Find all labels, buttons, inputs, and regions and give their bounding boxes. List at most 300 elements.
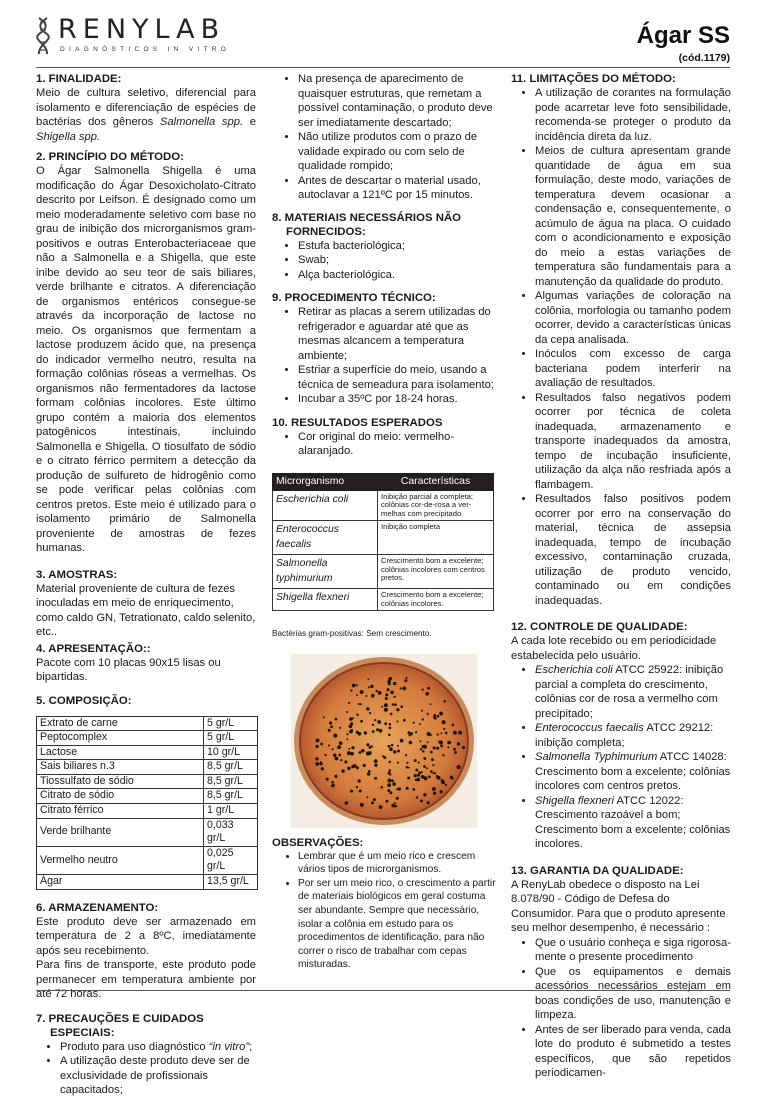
colony-dot bbox=[430, 750, 433, 753]
list-item: • Cor original do meio: vermelho-alaranjado. bbox=[298, 430, 496, 459]
colony-dot bbox=[333, 733, 337, 737]
colony-dot bbox=[377, 720, 381, 724]
top-divider bbox=[36, 67, 730, 68]
colony-dot bbox=[412, 788, 415, 791]
colony-dot bbox=[407, 776, 410, 779]
colony-dot bbox=[391, 804, 394, 807]
colony-dot bbox=[330, 725, 333, 728]
colony-dot bbox=[410, 732, 413, 735]
colony-dot bbox=[417, 773, 420, 776]
list-item: • Antes de descartar o material usado, autoclavar a 121ºC por 15 minutos. bbox=[298, 174, 496, 203]
colony-dot bbox=[436, 746, 439, 749]
colony-dot bbox=[385, 697, 388, 700]
list-item: • Que os equipamentos e demais acessórios necessários estejam em boas condições de uso, manutenção e limpeza. bbox=[535, 965, 731, 1023]
colony-dot bbox=[385, 800, 387, 802]
list-item: • Que o usuário conheça e siga rigorosamente o presente procedimento bbox=[535, 936, 731, 965]
colony-dot bbox=[422, 718, 424, 720]
table-row: Citrato de sódio 8,5 gr/L bbox=[37, 789, 258, 804]
colony-dot bbox=[447, 746, 449, 748]
colony-dot bbox=[328, 744, 330, 746]
colony-dot bbox=[350, 751, 354, 755]
colony-dot bbox=[420, 748, 422, 750]
colony-dot bbox=[437, 733, 439, 735]
colony-dot bbox=[331, 784, 334, 787]
colony-dot bbox=[358, 751, 361, 754]
colony-dot bbox=[427, 741, 429, 743]
colony-dot bbox=[368, 678, 370, 680]
colony-dot bbox=[440, 744, 443, 747]
table-row: Extrato de carne 5 gr/L bbox=[37, 716, 258, 731]
colony-dot bbox=[397, 749, 400, 752]
colony-dot bbox=[389, 747, 393, 751]
colony-dot bbox=[347, 751, 351, 755]
colony-dot bbox=[430, 770, 433, 773]
list-item: • Estufa bacteriológica; bbox=[298, 239, 496, 254]
colony-dot bbox=[351, 728, 353, 730]
colony-dot bbox=[335, 756, 339, 760]
column-right bbox=[511, 72, 731, 1081]
colony-dot bbox=[391, 779, 394, 782]
colony-dot bbox=[339, 741, 343, 745]
column-left bbox=[36, 72, 256, 1098]
colony-dot bbox=[434, 717, 436, 719]
colony-dot bbox=[369, 712, 371, 714]
colony-dot bbox=[366, 707, 369, 710]
apresentacao-text: Pacote com 10 placas 90x15 lisas ou bipartidas. bbox=[36, 656, 221, 683]
colony-dot bbox=[349, 724, 353, 728]
colony-dot bbox=[445, 783, 447, 785]
table-row: Tiossulfato de sódio 8,5 gr/L bbox=[37, 774, 258, 789]
colony-dot bbox=[441, 780, 445, 784]
column-middle bbox=[272, 72, 496, 972]
list-item: • Salmonella Typhimurium ATCC 14028: Crescimento bom a excelente; colônias incolores com centros pretos. bbox=[535, 750, 731, 794]
colony-dot bbox=[382, 755, 384, 757]
colony-dot bbox=[406, 765, 409, 768]
colony-dot bbox=[351, 764, 355, 768]
list-item: • Lembrar que é um meio rico e crescem vários tipos de microrganismos. bbox=[298, 850, 496, 877]
table-row: Salmonella typhimurium Crescimento bom a excelente; colônias incolores com centros pretos. bbox=[273, 555, 494, 589]
colony-dot bbox=[397, 745, 399, 747]
colony-dot bbox=[449, 741, 451, 743]
colony-dot bbox=[440, 732, 442, 734]
colony-dot bbox=[398, 787, 401, 790]
colony-dot bbox=[433, 746, 436, 749]
colony-dot bbox=[338, 753, 341, 756]
colony-dot bbox=[427, 801, 430, 804]
colony-dot bbox=[360, 703, 362, 705]
colony-dot bbox=[374, 719, 376, 721]
colony-dot bbox=[347, 766, 351, 770]
colony-dot bbox=[352, 717, 354, 719]
colony-dot bbox=[374, 776, 377, 779]
table-row: Lactose 10 gr/L bbox=[37, 745, 258, 760]
colony-dot bbox=[372, 723, 374, 725]
colony-dot bbox=[360, 802, 364, 806]
section-title-materiais: 8. MATERIAIS NECESSÁRIOS NÃO bbox=[272, 211, 462, 224]
colony-dot bbox=[415, 778, 417, 780]
brand-subtitle: DIAGNÓSTICOS IN VITRO bbox=[60, 46, 231, 53]
resultados-list bbox=[272, 430, 496, 459]
colony-dot bbox=[388, 744, 391, 747]
colony-dot bbox=[393, 681, 396, 684]
finalidade-text: Meio de cultura seletivo, diferencial para isolamento e diferenciação de espécies de bactérias dos gêneros Salmonella spp. e Shigella spp. bbox=[36, 87, 256, 143]
agar-plate-image bbox=[291, 654, 477, 828]
section-title-precaucoes-2: ESPECIAIS: bbox=[50, 1026, 115, 1039]
colony-dot bbox=[413, 721, 415, 723]
colony-dot bbox=[400, 705, 403, 708]
results-table bbox=[272, 473, 494, 612]
list-item: • Alça bacteriológica. bbox=[298, 268, 496, 283]
colony-dot bbox=[421, 771, 423, 773]
list-item: • Antes de ser liberado para venda, cada lote do produto é submetido a testes específicos, que são repetidos periodicamen- bbox=[535, 1023, 731, 1081]
colony-dot bbox=[457, 742, 460, 745]
composition-table bbox=[36, 716, 258, 890]
amostras-text: Material proveniente de cultura de fezes inoculadas em meio de enriquecimento, como caldo GN, Tetrationato, caldo selenito, etc.. bbox=[36, 582, 256, 638]
colony-dot bbox=[396, 788, 398, 790]
colony-dot bbox=[359, 789, 362, 792]
colony-dot bbox=[389, 726, 392, 729]
colony-dot bbox=[431, 758, 434, 761]
colony-dot bbox=[370, 684, 373, 687]
colony-dot bbox=[432, 764, 434, 766]
product-code: (cód.1179) bbox=[678, 52, 730, 64]
colony-dot bbox=[388, 778, 392, 782]
colony-dot bbox=[356, 694, 358, 696]
colony-dot bbox=[361, 749, 365, 753]
colony-dot bbox=[374, 763, 377, 766]
colony-dot bbox=[373, 798, 376, 801]
colony-dot bbox=[437, 714, 440, 717]
colony-dot bbox=[388, 771, 391, 774]
colony-dot bbox=[418, 771, 421, 774]
colony-dot bbox=[351, 746, 354, 749]
colony-dot bbox=[368, 751, 372, 755]
colony-dot bbox=[416, 796, 418, 798]
colony-dot bbox=[443, 727, 445, 729]
colony-dot bbox=[335, 717, 338, 720]
colony-dot bbox=[408, 766, 410, 768]
colony-dot bbox=[346, 711, 348, 713]
colony-dot bbox=[358, 732, 362, 736]
colony-dot bbox=[442, 754, 444, 756]
table-row: Sais biliares n.3 8,5 gr/L bbox=[37, 760, 258, 775]
colony-dot bbox=[369, 746, 371, 748]
colony-dot bbox=[425, 692, 429, 696]
procedimento-list bbox=[272, 305, 496, 407]
colony-dot bbox=[390, 712, 393, 715]
section-title-precaucoes: 7. PRECAUÇÕES E CUIDADOS bbox=[36, 1012, 204, 1025]
colony-dot bbox=[339, 726, 341, 728]
colony-dot bbox=[423, 765, 426, 768]
colony-dot bbox=[439, 740, 443, 744]
renylab-logo bbox=[36, 16, 276, 56]
colony-dot bbox=[315, 762, 319, 766]
colony-dot bbox=[462, 746, 465, 749]
table-row: Enterococcus faecalis Inibição completa bbox=[273, 521, 494, 555]
colony-dot bbox=[388, 677, 391, 680]
table-caption: Bactérias gram-positivas: Sem crescimento. bbox=[272, 629, 432, 639]
table-row: Vermelho neutro 0,025 gr/L bbox=[37, 846, 258, 874]
colony-dot bbox=[331, 780, 334, 783]
list-item: • Produto para uso diagnóstico “in vitro”; bbox=[60, 1040, 256, 1055]
table-header-microrganismo: Microrganismo bbox=[273, 473, 378, 491]
section-title-garantia: 13. GARANTIA DA QUALIDADE: bbox=[511, 864, 684, 877]
brand-name: RENYLAB bbox=[58, 14, 226, 45]
table-row: Peptocomplex 5 gr/L bbox=[37, 731, 258, 746]
table-row: Citrato férrico 1 gr/L bbox=[37, 804, 258, 819]
colony-dot bbox=[427, 712, 429, 714]
table-header-caracteristicas: Características bbox=[378, 473, 494, 491]
colony-dot bbox=[387, 783, 391, 787]
garantia-list bbox=[511, 936, 731, 1081]
colony-dot bbox=[457, 765, 461, 769]
section-title-amostras: 3. AMOSTRAS: bbox=[36, 568, 118, 581]
precaucoes-list bbox=[36, 1040, 256, 1098]
colony-dot bbox=[384, 707, 388, 711]
colony-dot bbox=[386, 688, 389, 691]
colony-dot bbox=[348, 747, 350, 749]
list-item: • A utilização deste produto deve ser de exclusividade de profissionais capacitados; bbox=[60, 1054, 256, 1098]
colony-dot bbox=[421, 709, 423, 711]
colony-dot bbox=[393, 695, 395, 697]
colony-dot bbox=[394, 802, 396, 804]
colony-dot bbox=[421, 775, 425, 779]
colony-dot bbox=[360, 719, 363, 722]
colony-dot bbox=[323, 716, 325, 718]
colony-dot bbox=[430, 703, 432, 705]
section-title-principio: 2. PRINCÍPIO DO MÉTODO: bbox=[36, 151, 184, 163]
colony-dot bbox=[341, 769, 344, 772]
colony-dot bbox=[356, 785, 358, 787]
colony-dot bbox=[395, 804, 397, 806]
colony-dot bbox=[366, 743, 369, 746]
colony-dot bbox=[356, 766, 359, 769]
colony-dot bbox=[415, 731, 417, 733]
colony-dot bbox=[428, 775, 431, 778]
colony-dot bbox=[455, 751, 457, 753]
colony-dot bbox=[333, 753, 336, 756]
colony-dot bbox=[372, 730, 375, 733]
materiais-list bbox=[272, 239, 496, 283]
colony-dot bbox=[426, 767, 428, 769]
principio-text: O Ágar Salmonella Shigella é uma modificação do Ágar Desoxicholato-Citrato descrito por Leifson. É designado como um meio moderadamente seletivo com base no grau de inibição dos microrganismos gram-positivos e outras Enterobacteriaceae que não a Salmonella e a Shigella, que este inibe devido ao seu teor de sais biliares, verde brilhante e citratos. A diferenciação de organismos entéricos consegue-se através da incorporação de lactose no meio. Os organismos que fermentam a lactose produzem ácido que, na presença do indicador vermelho neutro, resulta na formação colônias róseas a vermelhas. Os organismos não fermentadores da lactose formam colônias incolores. Este último grupo contém a maioria dos elementos patogênicos intestinais, incluindo Salmonella e Shigella. O tiosulfato de sódio e o citrato férrico permitem a detecção da produção de sulfureto de hidrogênio como se pode verificar pelas colônias com centros pretos. Este meio é utilizado para o isolamento primário de Salmonella proveniente de amostras de fezes humanas. bbox=[36, 165, 256, 554]
list-item: • Escherichia coli ATCC 25922: inibição parcial a completa do crescimento, colônias cor de rosa a vermelho com precipitado; bbox=[535, 663, 731, 721]
colony-dot bbox=[423, 744, 427, 748]
colony-dot bbox=[387, 789, 390, 792]
colony-dot bbox=[439, 711, 443, 715]
colony-dot bbox=[393, 750, 396, 753]
colony-dot bbox=[371, 693, 375, 697]
colony-dot bbox=[389, 769, 392, 772]
colony-dot bbox=[324, 753, 326, 755]
colony-dot bbox=[418, 761, 420, 763]
colony-dot bbox=[356, 684, 358, 686]
colony-dot bbox=[348, 701, 350, 703]
colony-dot bbox=[414, 759, 417, 762]
colony-dot bbox=[423, 756, 426, 759]
colony-dot bbox=[422, 688, 424, 690]
list-item: • Por ser um meio rico, o crescimento a partir de materiais biológicos em geral costuma ser abundante. Sempre que necessário, isolar a colônia em estudo para os procedimentos de identificação, para não correr o risco de trabalhar com cepas misturadas. bbox=[298, 877, 496, 972]
colony-dot bbox=[427, 732, 431, 736]
colony-dot bbox=[368, 686, 370, 688]
colony-dot bbox=[321, 767, 324, 770]
colony-dot bbox=[385, 693, 388, 696]
list-item: • Algumas variações de coloração na colônia, morfologia ou tamanho podem ocorrer, devido a características únicas da cepa analisada. bbox=[535, 289, 731, 347]
controle-list bbox=[511, 663, 731, 852]
colony-dot bbox=[388, 733, 391, 736]
section-title-armazenamento: 6. ARMAZENAMENTO: bbox=[36, 901, 159, 914]
section-title-limitacoes: 11. LIMITAÇÕES DO MÉTODO: bbox=[511, 73, 676, 85]
colony-dot bbox=[379, 805, 383, 809]
colony-dot bbox=[350, 789, 353, 792]
colony-dot bbox=[419, 740, 421, 742]
colony-dot bbox=[396, 796, 399, 799]
colony-dot bbox=[350, 689, 352, 691]
colony-dot bbox=[371, 801, 374, 804]
colony-dot bbox=[334, 774, 337, 777]
colony-dot bbox=[352, 683, 356, 687]
section-title-observacoes: OBSERVAÇÕES: bbox=[272, 836, 364, 849]
table-row: Escherichia coli Inibição parcial a completa; colônias cor-de-rosa a vermelhas com precipitado bbox=[273, 491, 494, 521]
colony-dot bbox=[364, 731, 367, 734]
controle-intro: A cada lote recebido ou em periodicidade estabelecida pelo usuário. bbox=[511, 635, 717, 662]
colony-dot bbox=[451, 723, 454, 726]
dna-helix-icon bbox=[36, 16, 50, 56]
colony-dot bbox=[356, 713, 358, 715]
precaucoes-list-cont bbox=[272, 72, 496, 203]
list-item: • Estriar a superfície do meio, usando a técnica de semeadura para isolamento; bbox=[298, 363, 496, 392]
colony-dot bbox=[433, 714, 436, 717]
colony-dot bbox=[400, 738, 404, 742]
colony-dot bbox=[384, 722, 387, 725]
colony-dot bbox=[366, 796, 368, 798]
colony-dot bbox=[394, 703, 397, 706]
list-item: • Inóculos com excesso de carga bacteriana podem interferir na avaliação de resultados. bbox=[535, 347, 731, 391]
colony-dot bbox=[374, 759, 378, 763]
colony-dot bbox=[392, 703, 394, 705]
colony-dot bbox=[346, 738, 348, 740]
colony-dot bbox=[406, 761, 408, 763]
colony-dot bbox=[390, 690, 394, 694]
colony-dot bbox=[423, 793, 426, 796]
colony-dot bbox=[337, 745, 340, 748]
colony-dot bbox=[452, 777, 454, 779]
colony-dot bbox=[427, 686, 430, 689]
colony-dot bbox=[415, 768, 418, 771]
colony-dot bbox=[381, 705, 383, 707]
colony-dot bbox=[422, 750, 424, 752]
armazenamento-text-2: Para fins de transporte, este produto pode permanecer em temperatura ambiente por até 72 horas. bbox=[36, 959, 256, 1001]
colony-dot bbox=[406, 786, 409, 789]
colony-dot bbox=[358, 779, 361, 782]
section-title-apresentacao: 4. APRESENTAÇÃO:: bbox=[36, 642, 151, 655]
colony-dot bbox=[363, 763, 366, 766]
list-item: • Resultados falso negativos podem ocorrer por técnica de coleta inadequada, armazenamento e transporte inadequados da amostra, tempo de incubação insuficiente, utilização da alça não resfriada após a flambagem. bbox=[535, 391, 731, 493]
list-item: • Incubar a 35ºC por 18-24 horas. bbox=[298, 392, 496, 407]
colony-dot bbox=[453, 747, 456, 750]
colony-dot bbox=[420, 799, 423, 802]
colony-dot bbox=[453, 730, 457, 734]
colony-dot bbox=[316, 738, 320, 742]
list-item: • Não utilize produtos com o prazo de validade expirado ou com selo de qualidade rompido; bbox=[298, 130, 496, 174]
colony-dot bbox=[340, 759, 342, 761]
list-item: • Shigella flexneri ATCC 12022: Crescimento razoável a bom; Crescimento bom a excelente; colônias incolores. bbox=[535, 794, 731, 852]
table-row: Shigella flexneri Crescimento bom a excelente; colônias incolores. bbox=[273, 589, 494, 611]
section-title-resultados: 10. RESULTADOS ESPERADOS bbox=[272, 416, 443, 429]
colony-dot bbox=[409, 740, 413, 744]
colony-dot bbox=[320, 742, 323, 745]
colony-dot bbox=[349, 717, 352, 720]
colony-dot bbox=[320, 761, 322, 763]
section-title-materiais-2: FORNECIDOS: bbox=[286, 225, 366, 238]
colony-dot bbox=[315, 744, 318, 747]
observacoes-list bbox=[272, 850, 496, 972]
limitacoes-list bbox=[511, 86, 731, 608]
colony-dot bbox=[384, 703, 388, 707]
colony-dot bbox=[458, 731, 460, 733]
colony-dot bbox=[346, 733, 348, 735]
colony-dot bbox=[329, 721, 332, 724]
colony-dot bbox=[432, 787, 436, 791]
colony-dot bbox=[367, 772, 370, 775]
colony-dot bbox=[442, 720, 446, 724]
colony-dot bbox=[344, 760, 347, 763]
colony-dot bbox=[432, 772, 434, 774]
colony-dot bbox=[393, 783, 396, 786]
colony-dot bbox=[358, 702, 360, 704]
colony-dot bbox=[400, 687, 402, 689]
colony-dot bbox=[378, 690, 382, 694]
colony-dot bbox=[345, 801, 349, 805]
colony-dot bbox=[375, 689, 377, 691]
colony-dot bbox=[439, 790, 442, 793]
section-title-finalidade: 1. FINALIDADE: bbox=[36, 73, 122, 85]
list-item: • Resultados falso positivos podem ocorrer por erro na conservação do material, técnica de assepsia inadequada, tempo de incubação excessivo, contaminação cruzada, utilização de produto vencido, contaminado ou em condições inadequadas. bbox=[535, 492, 731, 608]
colony-dot bbox=[328, 728, 331, 731]
table-row: Verde brilhante 0,033 gr/L bbox=[37, 818, 258, 846]
colony-dot bbox=[396, 720, 398, 722]
colony-dot bbox=[389, 723, 392, 726]
colony-dot bbox=[332, 748, 334, 750]
section-title-procedimento: 9. PROCEDIMENTO TÉCNICO: bbox=[272, 292, 436, 304]
colony-dot bbox=[433, 791, 436, 794]
colony-dot bbox=[445, 731, 448, 734]
list-item: • Na presença de aparecimento de quaisquer estruturas, que remetam a possível contaminação, o produto deve ser imediatamente descartado; bbox=[298, 72, 496, 130]
section-title-controle: 12. CONTROLE DE QUALIDADE: bbox=[511, 621, 688, 633]
product-title: Ágar SS bbox=[636, 22, 730, 49]
colony-dot bbox=[315, 757, 318, 760]
bottom-divider bbox=[36, 990, 730, 991]
colony-dot bbox=[388, 760, 391, 763]
colony-dot bbox=[402, 686, 406, 690]
colony-dot bbox=[391, 743, 394, 746]
list-item: • Meios de cultura apresentam grande quantidade de água em sua formulação, deste modo, variações de temperatura devem ocasionar a condensação e, consequentemente, o acúmulo de água na placa. O cuidado com o acondicionamento e exposição do meio a estas variações de temperatura são fundamentais para a manutenção da qualidade do produto. bbox=[535, 144, 731, 289]
section-title-composicao: 5. COMPOSIÇÃO: bbox=[36, 694, 132, 707]
colony-dot bbox=[405, 754, 407, 756]
list-item: • Retirar as placas a serem utilizadas do refrigerador e aguardar até que as mesmas alcancem a temperatura ambiente; bbox=[298, 305, 496, 363]
colony-dot bbox=[443, 700, 446, 703]
colony-dot bbox=[326, 777, 329, 780]
colony-dot bbox=[389, 791, 392, 794]
colony-dot bbox=[403, 718, 406, 721]
colony-dot bbox=[376, 728, 379, 731]
colony-dot bbox=[405, 676, 407, 678]
garantia-intro: A RenyLab obedece o disposto na Lei 8.078/90 - Código de Defesa do Consumidor. Para que o produto apresente seu melhor desempenho, é necessário : bbox=[511, 878, 726, 934]
colony-dot bbox=[437, 775, 441, 779]
armazenamento-text-1: Este produto deve ser armazenado em temperatura de 2 a 8ºC, imediatamente após seu recebimento. bbox=[36, 915, 256, 957]
colony-dot bbox=[414, 774, 417, 777]
list-item: • A utilização de corantes na formulação pode acarretar leve foto sensibilidade, recomenda-se proteger o produto da incidência direta da luz. bbox=[535, 86, 731, 144]
